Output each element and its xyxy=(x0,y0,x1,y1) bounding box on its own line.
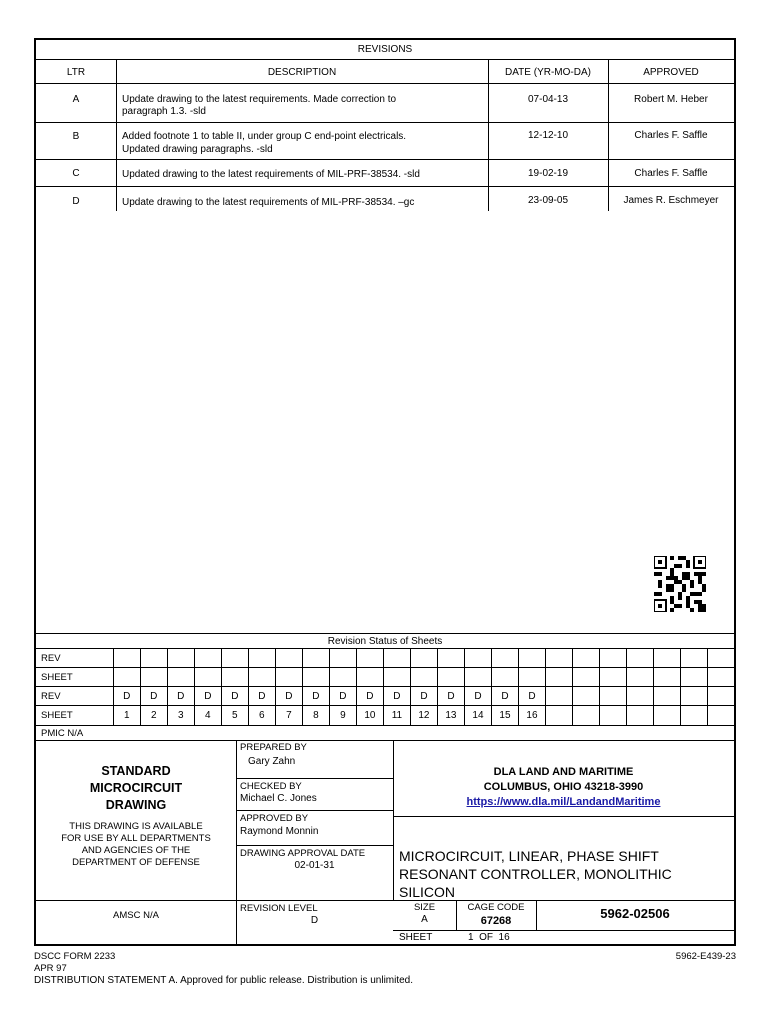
title-line2: RESONANT CONTROLLER, MONOLITHIC xyxy=(399,866,672,882)
sheet-cell: 12 xyxy=(410,706,437,725)
cage-label: CAGE CODE xyxy=(467,902,525,913)
header-ltr: LTR xyxy=(66,67,86,78)
pmic-label: PMIC N/A xyxy=(41,728,84,739)
rev-cell: D xyxy=(491,687,518,706)
sheet-cell: 16 xyxy=(518,706,545,725)
avail-line2: FOR USE BY ALL DEPARTMENTS xyxy=(61,833,211,844)
title-line3: SILICON xyxy=(399,884,456,900)
rev-a-date: 07-04-13 xyxy=(527,94,569,105)
status-sheet-row xyxy=(36,705,734,726)
document-id: 5962-E439-23 xyxy=(675,951,736,962)
rev-a-ltr: A xyxy=(72,94,80,105)
approval-date-label: DRAWING APPROVAL DATE xyxy=(240,848,366,859)
revision-level-label: REVISION LEVEL xyxy=(240,903,318,914)
header-date: DATE (YR-MO-DA) xyxy=(505,67,591,78)
org-address: COLUMBUS, OHIO 43218-3990 xyxy=(483,781,644,793)
rev-label: REV xyxy=(41,653,61,664)
sheet-cell: 4 xyxy=(194,706,221,725)
distribution-statement: DISTRIBUTION STATEMENT A. Approved for public release. Distribution is unlimited. xyxy=(34,975,414,986)
rev-cell: D xyxy=(167,687,194,706)
rev-cell: D xyxy=(437,687,464,706)
rev-cell: D xyxy=(383,687,410,706)
rev-b-date: 12-12-10 xyxy=(527,130,569,141)
status-rev-row-blank xyxy=(36,648,734,668)
sheet-cell: 8 xyxy=(302,706,329,725)
amsc-label: AMSC N/A xyxy=(113,910,159,921)
sheet-cell: 15 xyxy=(491,706,518,725)
rev-cell: D xyxy=(329,687,356,706)
approval-date: 02-01-31 xyxy=(294,860,335,871)
sheet-number: 1 OF 16 xyxy=(468,932,510,943)
sheet-cell: 10 xyxy=(356,706,383,725)
qr-code-icon xyxy=(654,556,706,612)
rev-a-desc-line1: Update drawing to the latest requirements. Made correction to xyxy=(122,94,397,105)
prepared-name: Gary Zahn xyxy=(248,756,296,767)
sheet-cell: 6 xyxy=(248,706,275,725)
status-sheet-row-blank xyxy=(36,667,734,687)
sheet-cell: 2 xyxy=(140,706,167,725)
status-title: Revision Status of Sheets xyxy=(327,636,443,647)
rev-b-approved: Charles F. Saffle xyxy=(634,130,708,141)
std-line3: DRAWING xyxy=(105,798,167,812)
sheet-cell: 5 xyxy=(221,706,248,725)
std-line2: MICROCIRCUIT xyxy=(89,781,183,795)
rev-cell: D xyxy=(302,687,329,706)
form-date: APR 97 xyxy=(34,963,67,974)
rev-cell: D xyxy=(113,687,140,706)
sheet-cell: 13 xyxy=(437,706,464,725)
rev-cell: D xyxy=(518,687,545,706)
form-number: DSCC FORM 2233 xyxy=(34,951,116,962)
sheet-cell: 9 xyxy=(329,706,356,725)
sheet-cell: 11 xyxy=(383,706,410,725)
rev-c-desc-line1: Updated drawing to the latest requirements of MIL-PRF-38534. -sld xyxy=(122,169,420,180)
rev-c-date: 19-02-19 xyxy=(527,168,569,179)
size-label: SIZE xyxy=(413,902,436,913)
sheet-cell: 1 xyxy=(113,706,140,725)
drawing-frame xyxy=(34,38,736,946)
size-value: A xyxy=(421,914,428,925)
sheet-label-block: SHEET xyxy=(399,932,433,943)
prepared-label: PREPARED BY xyxy=(240,742,307,753)
rev-b-desc-line2: Updated drawing paragraphs. -sld xyxy=(122,144,273,155)
rev-c-ltr: C xyxy=(72,168,80,179)
status-rev-row xyxy=(36,686,734,706)
rev-cell: D xyxy=(464,687,491,706)
rev-cell: D xyxy=(356,687,383,706)
org-name: DLA LAND AND MARITIME xyxy=(493,766,634,778)
rev-b-desc-line1: Added footnote 1 to table II, under group C end-point electricals. xyxy=(122,131,407,142)
rev-cell: D xyxy=(194,687,221,706)
rev-cell: D xyxy=(410,687,437,706)
avail-line1: THIS DRAWING IS AVAILABLE xyxy=(69,821,203,832)
sheet-cell: 14 xyxy=(464,706,491,725)
rev-b-ltr: B xyxy=(72,131,80,142)
sheet-label-2: SHEET xyxy=(41,710,73,721)
rev-cell: D xyxy=(275,687,302,706)
avail-line3: AND AGENCIES OF THE xyxy=(81,845,191,856)
header-description: DESCRIPTION xyxy=(267,67,337,78)
sheet-label: SHEET xyxy=(41,672,73,683)
checked-name: Michael C. Jones xyxy=(240,793,317,804)
rev-a-desc-line2: paragraph 1.3. -sld xyxy=(122,106,206,117)
sheet-cell: 7 xyxy=(275,706,302,725)
cage-code: 67268 xyxy=(480,915,512,927)
rev-cell: D xyxy=(248,687,275,706)
rev-a-approved: Robert M. Heber xyxy=(634,94,708,105)
org-url-link[interactable]: https://www.dla.mil/LandandMaritime xyxy=(466,796,661,808)
rev-d-approved: James R. Eschmeyer xyxy=(623,195,719,206)
approved-name: Raymond Monnin xyxy=(240,826,319,837)
header-approved: APPROVED xyxy=(643,67,699,78)
rev-d-ltr: D xyxy=(72,196,80,207)
avail-line4: DEPARTMENT OF DEFENSE xyxy=(72,857,200,868)
title-line1: MICROCIRCUIT, LINEAR, PHASE SHIFT xyxy=(399,848,659,864)
rev-cell: D xyxy=(140,687,167,706)
sheet-cell: 3 xyxy=(167,706,194,725)
rev-d-desc-line1: Update drawing to the latest requirements of MIL-PRF-38534. –gc xyxy=(122,197,415,208)
drawing-number: 5962-02506 xyxy=(600,906,670,921)
approved-label: APPROVED BY xyxy=(240,813,309,824)
checked-label: CHECKED BY xyxy=(240,781,302,792)
std-line1: STANDARD xyxy=(101,764,171,778)
rev-label-2: REV xyxy=(41,691,61,702)
revisions-title: REVISIONS xyxy=(357,44,413,55)
rev-d-date: 23-09-05 xyxy=(527,195,569,206)
rev-c-approved: Charles F. Saffle xyxy=(634,168,708,179)
revision-level: D xyxy=(310,915,319,926)
rev-cell: D xyxy=(221,687,248,706)
